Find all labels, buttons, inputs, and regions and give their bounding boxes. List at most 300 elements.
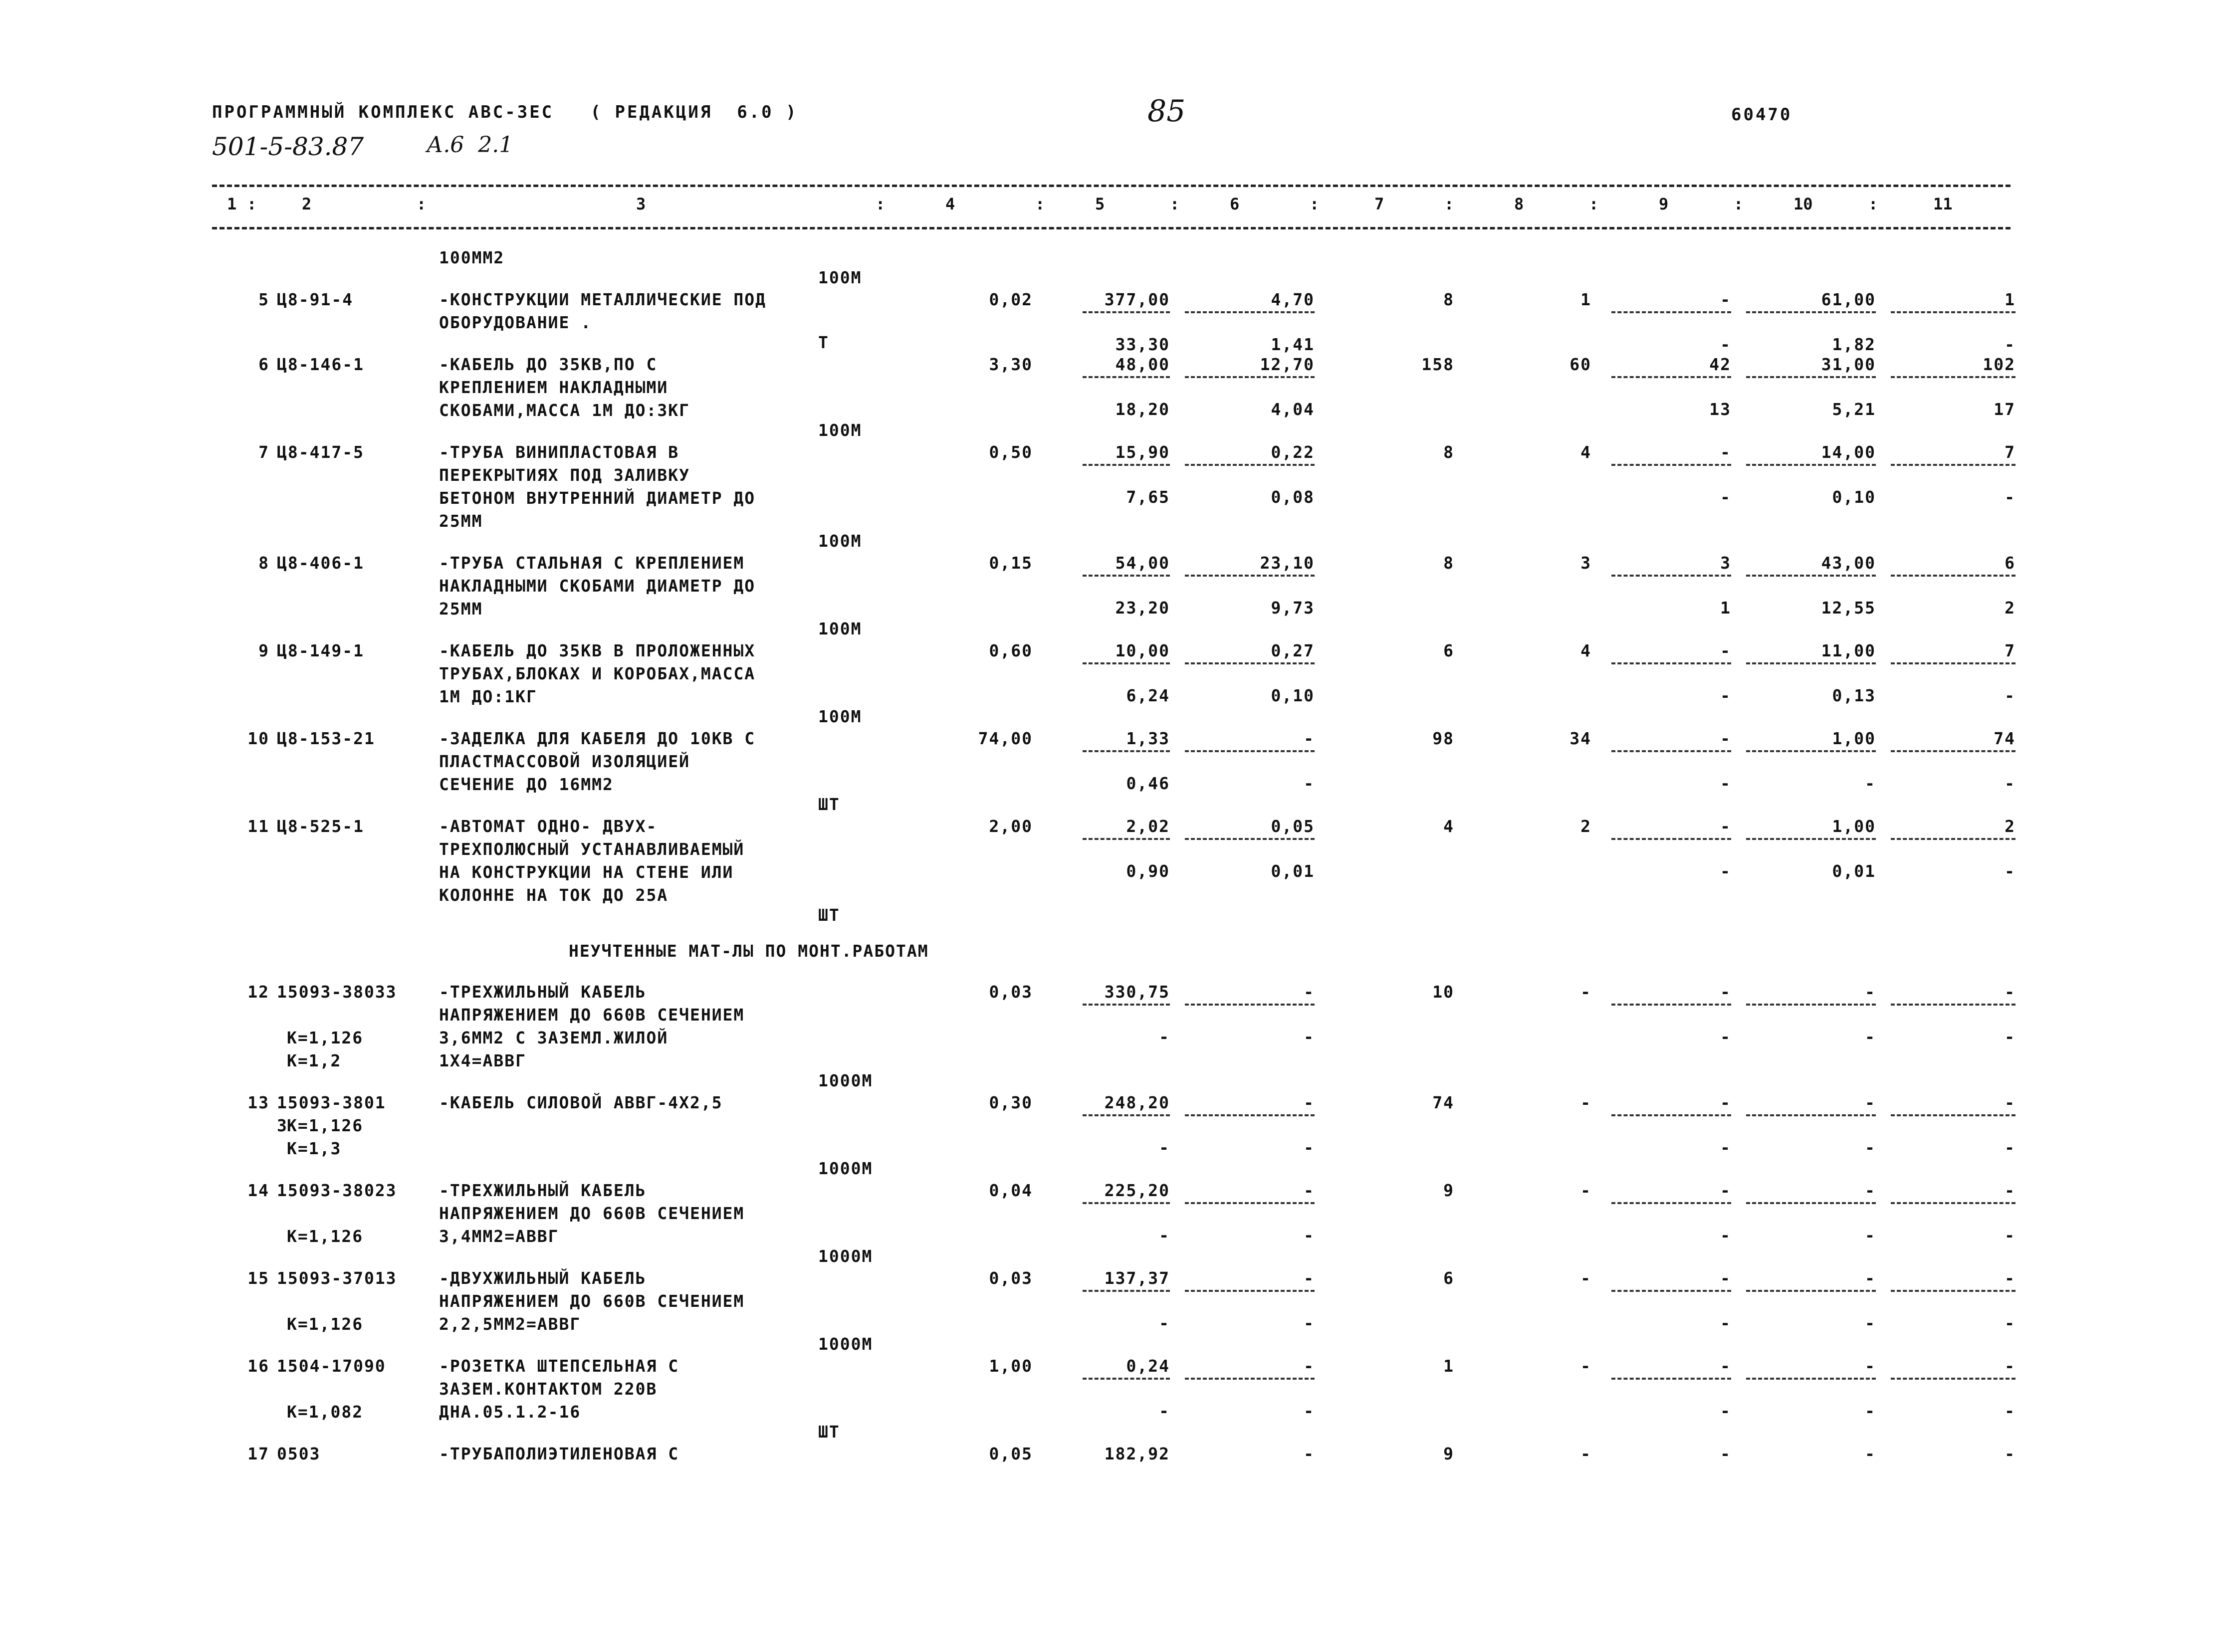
program-header: ПРОГРАММНЫЙ КОМПЛЕКС АВС-3ЕС ( РЕДАКЦИЯ 6.0 ) [212, 102, 798, 122]
cell-col-11-second: - [2005, 1313, 2016, 1333]
cell-col-4: 0,03 [989, 1268, 1033, 1288]
col-sep: : [876, 195, 886, 213]
row-description-line: 1Х4=АВВГ [439, 1051, 526, 1070]
row-unit: 100М [818, 420, 862, 440]
row-number: 17 [247, 1444, 269, 1463]
row-number: 12 [247, 982, 269, 1002]
cell-col-9-second: - [1720, 1401, 1731, 1421]
cell-col-6: 12,70 [1260, 355, 1315, 374]
cell-col-7: 4 [1443, 817, 1454, 836]
col-sep: : [1310, 195, 1320, 213]
cell-col-4: 2,00 [989, 817, 1033, 836]
cell-col-10: - [1865, 1356, 1876, 1376]
col-2-header: 2 [302, 195, 312, 213]
row-number: 15 [247, 1268, 269, 1288]
cell-col-7: 6 [1443, 641, 1454, 660]
row-description-line: КОЛОННЕ НА ТОК ДО 25А [439, 885, 669, 905]
cell-col-9: - [1720, 1268, 1731, 1288]
cell-col-11: - [2005, 1268, 2016, 1288]
row-description-line: ЗАЗЕМ.КОНТАКТОМ 220В [439, 1379, 658, 1399]
cell-col-5-second: 0,90 [1126, 861, 1170, 881]
cell-col-9: - [1720, 982, 1731, 1002]
row-number: 11 [247, 817, 269, 836]
cell-col-6: - [1304, 729, 1315, 748]
cell-col-8: - [1580, 1444, 1591, 1463]
cell-col-10-second: 12,55 [1821, 598, 1876, 618]
row-code: 15093-3801 [277, 1093, 386, 1112]
cell-separator [1746, 464, 1876, 466]
row-description-line: 1М ДО:1КГ [439, 687, 537, 706]
cell-col-10-second: - [1865, 1027, 1876, 1046]
cell-separator [1083, 750, 1170, 752]
cell-separator [1611, 1290, 1731, 1292]
col-7-header: 7 [1374, 195, 1384, 213]
cell-separator [1891, 662, 2016, 664]
cell-col-6: - [1304, 1444, 1315, 1463]
cell-col-6-second: 0,08 [1271, 487, 1315, 507]
col-11-header: 11 [1933, 195, 1953, 213]
row-unit: 100М [818, 531, 862, 551]
cell-col-7: 98 [1432, 729, 1454, 748]
cell-col-10: 61,00 [1821, 290, 1876, 309]
cell-col-5: 2,02 [1126, 817, 1170, 836]
cell-col-10: - [1865, 1181, 1876, 1200]
row-code: Ц8-146-1 [277, 355, 364, 374]
cell-col-4: 1,00 [989, 1356, 1033, 1376]
row-unit: ШТ [818, 1422, 840, 1442]
cell-col-11: - [2005, 1181, 2016, 1200]
cell-col-5-second: 23,20 [1115, 598, 1170, 618]
col-1-header: 1 [227, 195, 237, 213]
cell-col-6: - [1304, 1268, 1315, 1288]
cell-col-10-second: 0,01 [1832, 861, 1876, 881]
cell-col-9-second: - [1720, 861, 1731, 881]
row-unit: 1000М [818, 1159, 873, 1178]
row-unit: 1000М [818, 1246, 873, 1266]
col-sep: : [1734, 195, 1744, 213]
cell-col-5-second: - [1159, 1226, 1170, 1245]
row-description-line: -ДВУХЖИЛЬНЫЙ КАБЕЛЬ [439, 1268, 647, 1288]
header-rule-bottom [212, 227, 2011, 229]
row-description-line: 25ММ [439, 599, 483, 619]
row-code: Ц8-153-21 [277, 729, 375, 748]
row-description-line: ДНА.05.1.2-16 [439, 1402, 581, 1422]
cell-separator [1185, 311, 1315, 313]
cell-col-7: 8 [1443, 442, 1454, 462]
row-code: 1504-17090 [277, 1356, 386, 1376]
cell-col-9-second: - [1720, 686, 1731, 705]
cell-col-9: - [1720, 1444, 1731, 1463]
row-number: 6 [258, 355, 269, 374]
col-sep: : [417, 195, 427, 213]
cell-col-11-second: - [2005, 1401, 2016, 1421]
cell-col-9-second: 1 [1720, 598, 1731, 618]
row-number: 7 [258, 442, 269, 462]
header-rule-top [212, 185, 2011, 187]
cell-separator [1611, 376, 1731, 378]
cell-col-10-second: 5,21 [1832, 400, 1876, 419]
cell-col-5: 10,00 [1115, 641, 1170, 660]
cell-separator [1891, 464, 2016, 466]
cell-col-7: 158 [1421, 355, 1454, 374]
col-5-header: 5 [1095, 195, 1105, 213]
cell-col-5: 330,75 [1104, 982, 1170, 1002]
cell-col-5-second: - [1159, 1401, 1170, 1421]
cell-col-6: 23,10 [1260, 553, 1315, 573]
document-id: 60470 [1731, 105, 1792, 125]
cell-col-11: 7 [2005, 442, 2016, 462]
row-unit: 100М [818, 619, 862, 638]
row-code: 15093-38033 [277, 982, 397, 1002]
cell-col-5: 182,92 [1104, 1444, 1170, 1463]
cell-col-5-second: - [1159, 1138, 1170, 1157]
cell-col-5: 1,33 [1126, 729, 1170, 748]
cell-col-4: 0,05 [989, 1444, 1033, 1463]
col-sep: : [1589, 195, 1599, 213]
cell-col-11: 6 [2005, 553, 2016, 573]
cell-col-8: 4 [1580, 641, 1591, 660]
row-unit: 1000М [818, 1334, 873, 1354]
cell-separator [1185, 1202, 1315, 1204]
cell-col-11-second: 17 [1994, 400, 2016, 419]
row-description-line: 25ММ [439, 511, 483, 531]
cell-separator [1611, 1004, 1731, 1006]
cell-separator [1083, 1290, 1170, 1292]
cell-col-9-second: - [1720, 1313, 1731, 1333]
cell-col-10-second: 1,82 [1832, 335, 1876, 354]
cell-col-10: 43,00 [1821, 553, 1876, 573]
cell-col-11-second: - [2005, 1138, 2016, 1157]
cell-col-8: - [1580, 1356, 1591, 1376]
cell-separator [1891, 1378, 2016, 1380]
cell-col-11: - [2005, 1356, 2016, 1376]
cell-col-5-second: 33,30 [1115, 335, 1170, 354]
row-description-line: -ТРЕХЖИЛЬНЫЙ КАБЕЛЬ [439, 982, 647, 1002]
cell-col-11-second: - [2005, 861, 2016, 881]
cell-col-11: - [2005, 1093, 2016, 1112]
cell-separator [1746, 1290, 1876, 1292]
cell-col-10-second: - [1865, 774, 1876, 793]
album-ref: А.6 2.1 [427, 132, 513, 158]
cell-separator [1185, 376, 1315, 378]
cell-col-11: - [2005, 1444, 2016, 1463]
cell-separator [1746, 376, 1876, 378]
col-8-header: 8 [1514, 195, 1524, 213]
row-description-line: -ТРУБАПОЛИЭТИЛЕНОВАЯ С [439, 1444, 679, 1463]
cell-separator [1185, 464, 1315, 466]
row-code: Ц8-149-1 [277, 641, 364, 660]
cell-col-6-second: 0,01 [1271, 861, 1315, 881]
cell-col-10: 1,00 [1832, 817, 1876, 836]
cell-col-6: - [1304, 1181, 1315, 1200]
row-description-line: НАПРЯЖЕНИЕМ ДО 660В СЕЧЕНИЕМ [439, 1005, 745, 1025]
cell-col-9-second: - [1720, 774, 1731, 793]
row-description-line: СКОБАМИ,МАССА 1М ДО:3КГ [439, 401, 690, 420]
row-coefficient: К=1,3 [287, 1139, 342, 1158]
row-description-line: -ЗАДЕЛКА ДЛЯ КАБЕЛЯ ДО 10КВ С [439, 729, 756, 748]
cell-col-11-second: - [2005, 335, 2016, 354]
cell-col-9: - [1720, 729, 1731, 748]
cell-col-6-second: 0,10 [1271, 686, 1315, 705]
cell-separator [1083, 1114, 1170, 1116]
row-number: 13 [247, 1093, 269, 1112]
cell-col-6-second: - [1304, 774, 1315, 793]
cell-col-5: 248,20 [1104, 1093, 1170, 1112]
cell-col-6: 0,22 [1271, 442, 1315, 462]
col-3-header: 3 [636, 195, 646, 213]
row-description-line: НАКЛАДНЫМИ СКОБАМИ ДИАМЕТР ДО [439, 576, 756, 596]
cell-separator [1746, 575, 1876, 577]
cell-col-5-second: - [1159, 1313, 1170, 1333]
cell-separator [1083, 1378, 1170, 1380]
cell-separator [1611, 750, 1731, 752]
cell-col-4: 0,04 [989, 1181, 1033, 1200]
row-code: 0503 [277, 1444, 321, 1463]
cell-col-8: - [1580, 982, 1591, 1002]
row-description-line: ТРЕХПОЛЮСНЫЙ УСТАНАВЛИВАЕМЫЙ [439, 839, 745, 859]
cell-col-11-second: - [2005, 686, 2016, 705]
cell-separator [1891, 1004, 2016, 1006]
row-code: 15093-37013 [277, 1268, 397, 1288]
cell-col-7: 74 [1432, 1093, 1454, 1112]
cell-col-9: - [1720, 290, 1731, 309]
cell-separator [1746, 750, 1876, 752]
row-number: 8 [258, 553, 269, 573]
row-description-line: -КАБЕЛЬ СИЛОВОЙ АВВГ-4Х2,5 [439, 1093, 723, 1112]
row-code: 15093-38023 [277, 1181, 397, 1200]
cell-col-6: 4,70 [1271, 290, 1315, 309]
cell-col-8: - [1580, 1268, 1591, 1288]
cell-col-5: 225,20 [1104, 1181, 1170, 1200]
cell-separator [1891, 376, 2016, 378]
cell-separator [1891, 1290, 2016, 1292]
cell-col-9: 42 [1709, 355, 1731, 374]
row-description-line: -КАБЕЛЬ ДО 35КВ,ПО С [439, 355, 658, 374]
cell-col-8: 34 [1569, 729, 1591, 748]
cell-separator [1746, 838, 1876, 840]
cell-col-9: - [1720, 641, 1731, 660]
row-coefficient: К=1,082 [287, 1402, 364, 1422]
row-code: Ц8-91-4 [277, 290, 354, 309]
cell-col-10-second: - [1865, 1226, 1876, 1245]
cell-separator [1611, 838, 1731, 840]
row-number: 10 [247, 729, 269, 748]
cell-col-5-second: 18,20 [1115, 400, 1170, 419]
cell-col-10-second: - [1865, 1313, 1876, 1333]
row-description-line: ОБОРУДОВАНИЕ . [439, 313, 592, 332]
cell-col-7: 9 [1443, 1181, 1454, 1200]
cell-separator [1611, 1378, 1731, 1380]
cell-col-5-second: 0,46 [1126, 774, 1170, 793]
cell-col-7: 8 [1443, 553, 1454, 573]
row-description-line: НА КОНСТРУКЦИИ НА СТЕНЕ ИЛИ [439, 862, 734, 882]
row-code: Ц8-406-1 [277, 553, 364, 573]
cell-col-6-second: - [1304, 1401, 1315, 1421]
page-number: 85 [1147, 94, 1186, 129]
row-number: 16 [247, 1356, 269, 1376]
cell-col-10: - [1865, 1444, 1876, 1463]
cell-separator [1185, 575, 1315, 577]
cell-col-6: - [1304, 1356, 1315, 1376]
row-description-line: -ТРУБА ВИНИПЛАСТОВАЯ В [439, 442, 679, 462]
row-description-line: 2,2,5ММ2=АВВГ [439, 1314, 581, 1334]
cell-col-10: - [1865, 1268, 1876, 1288]
cell-col-9-second: - [1720, 335, 1731, 354]
cell-col-7: 8 [1443, 290, 1454, 309]
cell-col-7: 10 [1432, 982, 1454, 1002]
row-description-line: -ТРУБА СТАЛЬНАЯ С КРЕПЛЕНИЕМ [439, 553, 745, 573]
cell-separator [1185, 1290, 1315, 1292]
cell-col-4: 0,30 [989, 1093, 1033, 1112]
cell-separator [1746, 1378, 1876, 1380]
row-description-line: -АВТОМАТ ОДНО- ДВУХ- [439, 817, 658, 836]
row-coefficient: К=1,126 [287, 1116, 364, 1135]
cell-col-9: - [1720, 442, 1731, 462]
cell-col-4: 3,30 [989, 355, 1033, 374]
cell-col-5: 137,37 [1104, 1268, 1170, 1288]
row-coefficient: К=1,2 [287, 1051, 342, 1070]
cell-separator [1083, 662, 1170, 664]
row-description-line: ПЛАСТМАССОВОЙ ИЗОЛЯЦИЕЙ [439, 752, 690, 771]
cell-separator [1083, 464, 1170, 466]
cell-col-6-second: - [1304, 1313, 1315, 1333]
document-code: 501-5-83.87 [212, 132, 364, 161]
cell-separator [1891, 1202, 2016, 1204]
cell-separator [1891, 575, 2016, 577]
cell-col-10-second: - [1865, 1401, 1876, 1421]
cell-col-4: 0,03 [989, 982, 1033, 1002]
cell-col-8: 2 [1580, 817, 1591, 836]
cell-separator [1746, 1202, 1876, 1204]
cell-col-11-second: 2 [2005, 598, 2016, 618]
cell-col-4: 0,15 [989, 553, 1033, 573]
cell-separator [1083, 1004, 1170, 1006]
cell-col-8: - [1580, 1181, 1591, 1200]
cell-col-11-second: - [2005, 1027, 2016, 1046]
cell-col-8: 3 [1580, 553, 1591, 573]
cell-separator [1746, 662, 1876, 664]
row-unit: ШТ [818, 795, 840, 814]
cell-separator [1746, 311, 1876, 313]
cell-col-10-second: - [1865, 1138, 1876, 1157]
row-unit: 1000М [818, 1071, 873, 1090]
cell-col-11: 7 [2005, 641, 2016, 660]
cell-col-9-second: - [1720, 487, 1731, 507]
cell-col-4: 0,02 [989, 290, 1033, 309]
cell-col-10: - [1865, 1093, 1876, 1112]
cell-separator [1185, 838, 1315, 840]
row-code-continued: 3 [277, 1116, 288, 1135]
cell-col-10: 11,00 [1821, 641, 1876, 660]
cell-col-4: 0,50 [989, 442, 1033, 462]
row-description-line: -ТРЕХЖИЛЬНЫЙ КАБЕЛЬ [439, 1181, 647, 1200]
cell-col-4: 74,00 [978, 729, 1033, 748]
cell-separator [1083, 1202, 1170, 1204]
cell-separator [1185, 1004, 1315, 1006]
row-coefficient: К=1,126 [287, 1028, 364, 1047]
cell-separator [1891, 311, 2016, 313]
cell-col-7: 1 [1443, 1356, 1454, 1376]
cell-separator [1611, 1202, 1731, 1204]
cell-separator [1611, 575, 1731, 577]
row-description-line: 100ММ2 [439, 248, 505, 267]
col-9-header: 9 [1659, 195, 1669, 213]
cell-col-11: 74 [1994, 729, 2016, 748]
cell-separator [1746, 1114, 1876, 1116]
cell-col-10: 1,00 [1832, 729, 1876, 748]
cell-separator [1083, 838, 1170, 840]
cell-col-6-second: 4,04 [1271, 400, 1315, 419]
cell-col-5: 48,00 [1115, 355, 1170, 374]
cell-col-5-second: 7,65 [1126, 487, 1170, 507]
cell-col-6-second: - [1304, 1027, 1315, 1046]
cell-separator [1083, 311, 1170, 313]
row-description-line: НАПРЯЖЕНИЕМ ДО 660В СЕЧЕНИЕМ [439, 1291, 745, 1311]
row-description-line: КРЕПЛЕНИЕМ НАКЛАДНЫМИ [439, 378, 669, 397]
row-description-line: 3,4ММ2=АВВГ [439, 1227, 559, 1246]
cell-col-4: 0,60 [989, 641, 1033, 660]
cell-col-8: 1 [1580, 290, 1591, 309]
cell-separator [1611, 1114, 1731, 1116]
row-description-line: ТРУБАХ,БЛОКАХ И КОРОБАХ,МАССА [439, 664, 756, 683]
cell-col-7: 6 [1443, 1268, 1454, 1288]
cell-col-6: - [1304, 982, 1315, 1002]
cell-separator [1611, 464, 1731, 466]
cell-col-10: - [1865, 982, 1876, 1002]
cell-col-5: 15,90 [1115, 442, 1170, 462]
col-sep: : [1444, 195, 1454, 213]
cell-col-6: 0,05 [1271, 817, 1315, 836]
section-title: НЕУЧТЕННЫЕ МАТ-ЛЫ ПО МОНТ.РАБОТАМ [569, 941, 929, 961]
col-10-header: 10 [1793, 195, 1813, 213]
cell-separator [1891, 1114, 2016, 1116]
cell-col-10: 31,00 [1821, 355, 1876, 374]
cell-separator [1083, 376, 1170, 378]
cell-separator [1746, 1004, 1876, 1006]
row-number: 14 [247, 1181, 269, 1200]
cell-col-8: - [1580, 1093, 1591, 1112]
cell-col-6-second: - [1304, 1138, 1315, 1157]
row-description-line: -РОЗЕТКА ШТЕПСЕЛЬНАЯ С [439, 1356, 679, 1376]
cell-separator [1185, 1114, 1315, 1116]
row-unit: 100М [818, 268, 862, 287]
cell-separator [1185, 662, 1315, 664]
cell-col-11: 2 [2005, 817, 2016, 836]
cell-col-10-second: 0,10 [1832, 487, 1876, 507]
row-description-line: ПЕРЕКРЫТИЯХ ПОД ЗАЛИВКУ [439, 465, 690, 485]
cell-col-6-second: 1,41 [1271, 335, 1315, 354]
row-description-line: -КАБЕЛЬ ДО 35КВ В ПРОЛОЖЕННЫХ [439, 641, 756, 660]
row-unit: Т [818, 333, 829, 352]
cell-col-6: 0,27 [1271, 641, 1315, 660]
row-number: 5 [258, 290, 269, 309]
row-unit: 100М [818, 707, 862, 726]
col-4-header: 4 [945, 195, 955, 213]
cell-col-5: 0,24 [1126, 1356, 1170, 1376]
cell-col-6-second: 9,73 [1271, 598, 1315, 618]
cell-col-9: 3 [1720, 553, 1731, 573]
cell-col-9-second: - [1720, 1226, 1731, 1245]
cell-separator [1611, 662, 1731, 664]
col-6-header: 6 [1230, 195, 1240, 213]
cell-col-6-second: - [1304, 1226, 1315, 1245]
row-description-line: 3,6ММ2 С ЗАЗЕМЛ.ЖИЛОЙ [439, 1028, 669, 1047]
row-number: 9 [258, 641, 269, 660]
cell-col-9-second: 13 [1709, 400, 1731, 419]
cell-col-9: - [1720, 1181, 1731, 1200]
row-description-line: НАПРЯЖЕНИЕМ ДО 660В СЕЧЕНИЕМ [439, 1204, 745, 1223]
col-sep: : [1868, 195, 1878, 213]
